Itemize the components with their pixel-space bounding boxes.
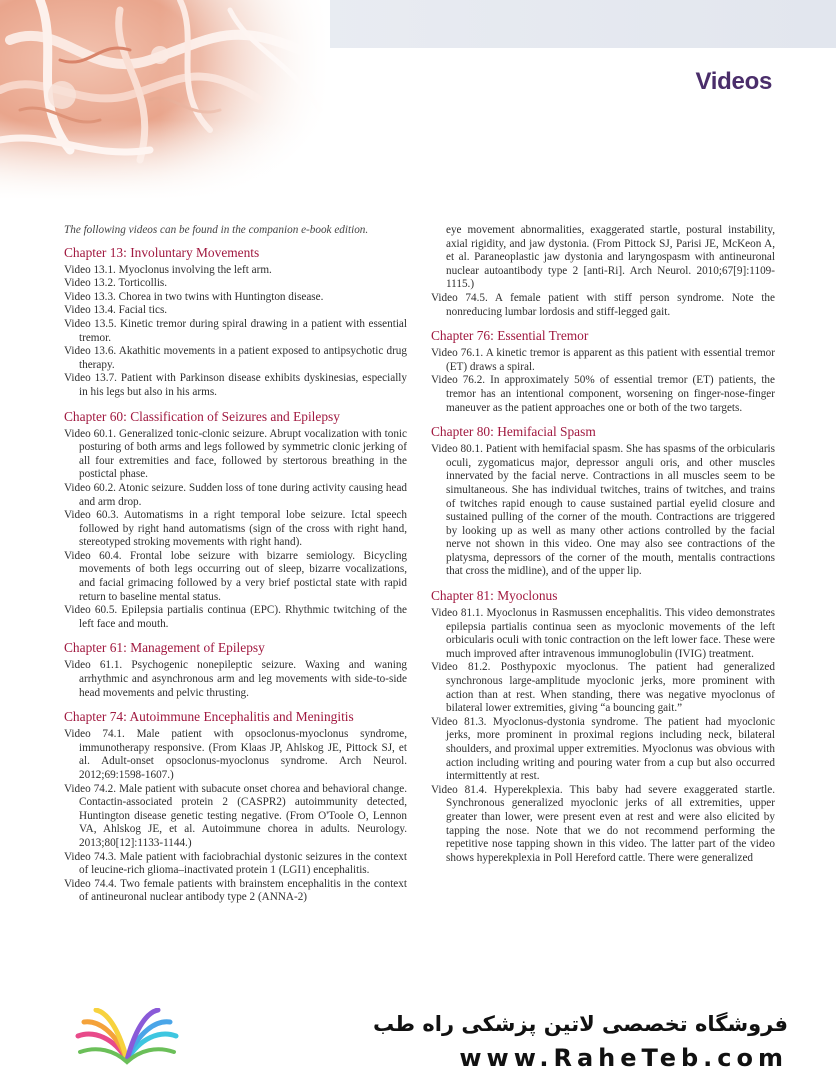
footer-store-name: فروشگاه تخصصی لاتین پزشکی راه طب: [373, 1012, 788, 1036]
video-label: Video 60.5.: [64, 604, 118, 617]
video-label: Video 81.2.: [431, 661, 491, 674]
video-description: Akathitic movements in a patient exposed to antipsychotic drug therapy.: [79, 345, 407, 371]
video-74-4-continued: [431, 224, 775, 292]
video-label: Video 74.2.: [64, 782, 117, 795]
header-banner: [0, 0, 836, 200]
video-60-3[interactable]: [64, 509, 407, 550]
video-label: Video 76.1.: [431, 347, 484, 360]
chapter-60-title: Chapter 60: Classification of Seizures and Epilepsy: [64, 408, 340, 424]
video-74-1[interactable]: [64, 728, 407, 782]
video-label: Video 60.2.: [64, 481, 116, 494]
chapter-74-title: Chapter 74: Autoimmune Encephalitis and Meningitis: [64, 709, 354, 725]
video-label: Video 81.4.: [431, 783, 488, 796]
video-81-4[interactable]: [431, 784, 775, 866]
video-label: Video 74.1.: [64, 728, 125, 741]
video-description: Generalized tonic-clonic seizure. Abrupt vocalization with tonic posturing of both arms and legs followed by symmetric clonic jerking of all four extremities and face, followed by stertorous breathing in the postictal phase.: [79, 427, 407, 481]
video-label: Video 13.6.: [64, 345, 117, 358]
video-description: Psychogenic nonepileptic seizure. Waxing and waning arrhythmic and asynchronous arm and leg movements with side-to-side head movements and pelvic thrusting.: [79, 659, 408, 699]
video-description: Kinetic tremor during spiral drawing in a patient with essential tremor.: [79, 317, 408, 344]
video-80-1[interactable]: [431, 443, 775, 579]
video-13-5[interactable]: [64, 318, 407, 345]
chapter-76-title: Chapter 76: Essential Tremor: [431, 328, 589, 344]
video-description: Myoclonus involving the left arm.: [118, 263, 272, 276]
video-description: Torticollis.: [118, 277, 168, 290]
video-label: Video 74.5.: [431, 291, 488, 304]
video-description: Patient with hemifacial spasm. She has spasms of the orbicularis oculi, zygomaticus major, depressor anguli oris, and other muscles innervated by the facial nerve. Contractions in all muscles seem to be simultaneous. She has individual twitches, trains of twitches, and trains of twitches rapid enough to cause sustained partial eyelid closure and sustained pulling of the corner of the mouth. Contractions are triggered by looking up as well as many other actions controlled by the facial nerve not shown in this video. One may also see contractions of the platysma, depressors of the corner of the mouth, mentalis contractions that cross the midline), and of the upper lip.: [446, 443, 776, 578]
video-description: Facial tics.: [118, 304, 168, 317]
chapter-13-title: Chapter 13: Involuntary Movements: [64, 244, 260, 260]
video-description: Patient with Parkinson disease exhibits dyskinesias, especially in his legs but also in his arms.: [79, 372, 408, 398]
video-74-5[interactable]: [431, 292, 775, 319]
video-81-2[interactable]: [431, 661, 775, 715]
neuron-illustration: [0, 0, 330, 200]
video-label: Video 13.7.: [64, 372, 117, 385]
video-61-1[interactable]: [64, 659, 407, 700]
video-description: A kinetic tremor is apparent as this patient with essential tremor (ET) draws a spiral.: [446, 347, 775, 373]
video-description: eye movement abnormalities, exaggerated startle, postural instability, axial rigidity, and jaw dystonia. (From Pittock SJ, Parisi JE, McKeon A, et al. Paraneoplastic jaw dystonia and laryngospasm with antineuronal nuclear autoantibody type 2 [anti-Ri]. Arch Neurol. 2010;67[9]:1109-1115.): [446, 224, 775, 291]
chapter-80-title: Chapter 80: Hemifacial Spasm: [431, 424, 596, 440]
video-description: Male patient with subacute onset chorea and behavioral change. Contactin-associated protein 2 (CASPR2) autoimmunity detected, Huntington disease genetic testing negative. (From O'Toole O, Lennon VA, Ahlskog JE, et al. Autoimmune chorea in adults. Neurology. 2013;80[12]:1133-1144.): [79, 782, 408, 849]
page-title: Videos: [695, 68, 772, 95]
video-description: Posthypoxic myoclonus. The patient had generalized synchronous large-amplitude myoclonic jerks, more prominent with action than at rest. When standing, there was negative myoclonus of bilateral lower extremities, giving “a bouncing gait.”: [446, 661, 775, 715]
footer-website[interactable]: www.RaheTeb.com: [459, 1044, 788, 1072]
video-label: Video 13.3.: [64, 290, 116, 303]
video-label: Video 13.4.: [64, 304, 116, 317]
right-column: [431, 224, 775, 865]
video-label: Video 60.1.: [64, 427, 117, 440]
video-76-1[interactable]: [431, 347, 775, 374]
video-13-6[interactable]: [64, 345, 407, 372]
video-description: Frontal lobe seizure with bizarre semiology. Bicycling movements of both legs occurring out of sleep, bizarre vocalizations, and facial grimacing followed by a very brief postictal state with rapid return to baseline mental status.: [79, 549, 408, 603]
video-13-7[interactable]: [64, 372, 407, 399]
video-76-2[interactable]: [431, 374, 775, 415]
video-label: Video 61.1.: [64, 659, 123, 672]
video-label: Video 81.3.: [431, 715, 487, 728]
video-description: Epilepsia partialis continua (EPC). Rhythmic twitching of the left face and mouth.: [79, 604, 408, 630]
video-81-3[interactable]: [431, 716, 775, 784]
video-label: Video 60.4.: [64, 549, 122, 562]
video-description: Two female patients with brainstem encephalitis in the context of antineuronal nuclear antibody type 2 (ANNA-2): [79, 877, 407, 904]
video-description: Myoclonus in Rasmussen encephalitis. This video demonstrates epilepsia partialis continua seen as myoclonic movements of the left orbicularis oculi with tonic contraction on the left lower face. These were much improved after intravenous immunoglobulin (IVIG) treatment.: [446, 607, 775, 660]
open-book-rainbow-logo: [72, 1008, 182, 1068]
video-13-3[interactable]: [64, 291, 407, 305]
video-74-4[interactable]: [64, 878, 407, 905]
video-description: Male patient with faciobrachial dystonic seizures in the context of leucine-rich glioma–inactivated protein 1 (LGI1) encephalitis.: [79, 850, 408, 877]
video-60-2[interactable]: [64, 482, 407, 509]
video-description: Atonic seizure. Sudden loss of tone during activity causing head and arm drop.: [79, 481, 408, 508]
video-74-3[interactable]: [64, 851, 407, 878]
video-60-1[interactable]: [64, 428, 407, 482]
video-13-4[interactable]: [64, 304, 407, 318]
video-label: Video 74.3.: [64, 850, 117, 863]
video-label: Video 13.1.: [64, 263, 116, 276]
video-description: A female patient with stiff person syndrome. Note the nonreducing lumbar lordosis and stiff-legged gait.: [446, 291, 775, 318]
video-label: Video 60.3.: [64, 509, 119, 522]
chapter-81-title: Chapter 81: Myoclonus: [431, 588, 558, 604]
video-label: Video 80.1.: [431, 443, 483, 456]
video-label: Video 13.2.: [64, 277, 116, 290]
chapter-61-title: Chapter 61: Management of Epilepsy: [64, 640, 265, 656]
video-description: In approximately 50% of essential tremor (ET) patients, the tremor has an intentional component, worsening on finger-nose-finger maneuver as the patient approaches one or both of the two targets.: [446, 374, 775, 414]
video-13-1[interactable]: [64, 264, 407, 278]
video-74-2[interactable]: [64, 783, 407, 851]
video-label: Video 76.2.: [431, 374, 486, 387]
video-description: Male patient with opsoclonus-myoclonus syndrome, immunotherapy responsive. (From Klaas JP, Ahlskog JE, Pittock SJ, et al. Adult-onset opsoclonus-myoclonus syndrome. Arch Neurol. 2012;69:1598-1607.): [79, 728, 408, 781]
intro-text: The following videos can be found in the companion e-book edition.: [64, 224, 369, 236]
video-label: Video 81.1.: [431, 607, 484, 620]
video-description: Myoclonus-dystonia syndrome. The patient had myoclonic jerks, more prominent in proximal regions including neck, bilateral shoulders, and proximal upper extremities. Myoclonus was obvious with action including writing and pouring water from a cup but also occurred intermittently at rest.: [446, 715, 775, 783]
video-13-2[interactable]: [64, 277, 407, 291]
video-60-5[interactable]: [64, 604, 407, 631]
video-description: Hyperekplexia. This baby had severe exaggerated startle. Synchronous generalized myoclonic jerks of all extremities, upper greater than lower, were present even at rest and were also elicited by tapping the nose. Note that we do not recommend performing the repetitive nose tapping shown in this video. The latter part of the video shows hyperekplexia in Poll Hereford cattle. There were generalized: [446, 783, 775, 864]
video-label: Video 74.4.: [64, 877, 117, 890]
video-description: Automatisms in a right temporal lobe seizure. Ictal speech followed by right hand automatisms (sign of the cross with right hand, stereotyped stroking movements with right hand).: [79, 509, 407, 549]
video-60-4[interactable]: [64, 550, 407, 604]
footer-watermark: [0, 1000, 836, 1080]
video-label: Video 13.5.: [64, 317, 117, 330]
left-column: [64, 224, 407, 905]
video-81-1[interactable]: [431, 607, 775, 661]
video-description: Chorea in two twins with Huntington disease.: [118, 290, 324, 303]
